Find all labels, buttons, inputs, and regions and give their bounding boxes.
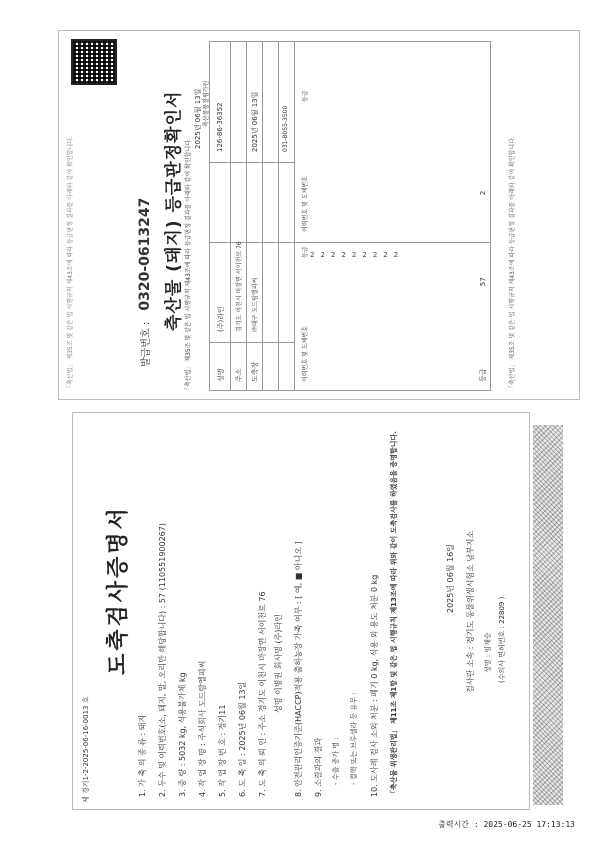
cert-item-8: 8. 안전관리인증기준(HACCP)적용 출하농장 가축 여부 : [ 예, ■ 아니오 ] [294,541,303,797]
cert-item-9a: - 수출 증가 명 : [332,737,340,785]
scan-noise [533,425,563,805]
row-slaughterhouse-label: 도축장 [251,361,259,382]
confirmation-footnote: 「축산법」 제35조 및 같은 법 시행규칙 제43조에 따라 등급판정 결과를 아래와 같이 확인합니다. [509,136,516,391]
row-name-label: 성명 [217,368,225,382]
table-header-grade-1: 등급 [302,246,309,258]
row-slaughterhouse-value: ㈜대구 도드람엘피씨 [252,277,259,332]
inspector-license: (수의사 면허번호 : 22809 ) [498,596,506,683]
printed-time: 출력시간 : 2025-06-25 17:13:13 [438,820,575,829]
table-header-grade-2: 등급 [302,90,309,102]
inspector-block [465,413,525,803]
cert-legal-text: 「축산물 위생관리법」 제11조 제1항 및 같은 법 시행규칙 제13조에 따라 위와 같이 도축검사를 하였음을 증명합니다. [390,431,398,797]
inspector-org: 검사관 소속 : 경기도 동물위생시험소 남부지소 [466,530,475,693]
grade-column: 222222222 [310,251,405,259]
confirmation-date: 2025년 06월 13일 [194,88,202,149]
row-address-value: 경기도 이천시 마장면 서이천로 76 [236,241,243,332]
certificate-date: 2025년 06월 16일 [446,544,455,613]
total-row: 등급 57 2 [479,190,487,382]
table-header-trace-1: 이력번호 및 도체번호 [302,326,309,382]
cert-item-3: 3. 중 량 : 5032 kg, 식용불가체 kg [178,672,187,797]
certificate-title: 도축검사증명서 [106,505,131,675]
certificate-items [137,413,437,803]
cert-item-7: 7. 도 축 의 뢰 인 : 주소 경기도 이천시 마장면 서이천로 76 [258,591,267,797]
table-header-trace-2: 이력번호 및 도체번호 [302,176,309,232]
qr-code [71,39,117,85]
row-business-no: 126-86-36352 [216,102,224,152]
confirmation-title: 축산물 (돼지) 등급판정확인서 [164,90,184,331]
doc-header-note: 「축산법」 제35조 및 같은 법 시행규칙 제43조에 따라 등급판정 결과를 아래와 같이 확인합니다. [67,136,74,391]
row-phone: 031-8055-3500 [282,105,289,152]
row-address-label: 주소 [235,368,243,382]
cert-item-7b: 성명 이병권 회사명 (주)라인 [274,614,283,713]
cert-item-9b: - 결핵 또는 브루셀라 등 유무 : [350,692,358,785]
slaughter-certificate-document [72,412,530,810]
cert-item-9: 9. 소결과의 결과 [314,737,323,797]
cert-item-4: 4. 작 업 장 명 : 주식회사 도드람엘피씨 [198,660,207,797]
row-name-value: (주)라인 [217,306,225,332]
doc-number: 발급번호 : 0320-0613247 [137,197,153,367]
cert-item-6: 6. 도 축 일 : 2025년 06월 13일 [238,681,247,797]
cert-item-1: 1. 가 축 의 종 류 : 돼지 [138,714,147,797]
confirmation-authority: 축산물품질평가원 [203,80,210,127]
row-slaughter-date: 2025년 06월 13일 [251,91,259,152]
cert-item-10: 10. 도사례 검사 소외 처분 : 폐기 0 kg, 식용 외 용도 처분 0 kg [370,574,379,797]
confirmation-legal: 「축산법」 제35조 및 같은 법 시행규칙 제43조에 따라 등급판정 결과를 아래와 같이 확인합니다. [185,138,192,393]
certificate-number: 제 경기1-2-2025-06-16-0013 호 [82,696,90,803]
inspector-name: 성명 : 임재승 [484,632,492,673]
grade-confirmation-document [58,30,580,400]
cert-item-2: 2. 두수 및 이력번호(소, 돼지, 말, 오리만 해당합니다) : 57 (110551900267) [158,523,167,797]
cert-item-5: 5. 작 업 장 번 호 : 경기11 [218,704,227,797]
info-table [209,41,491,391]
